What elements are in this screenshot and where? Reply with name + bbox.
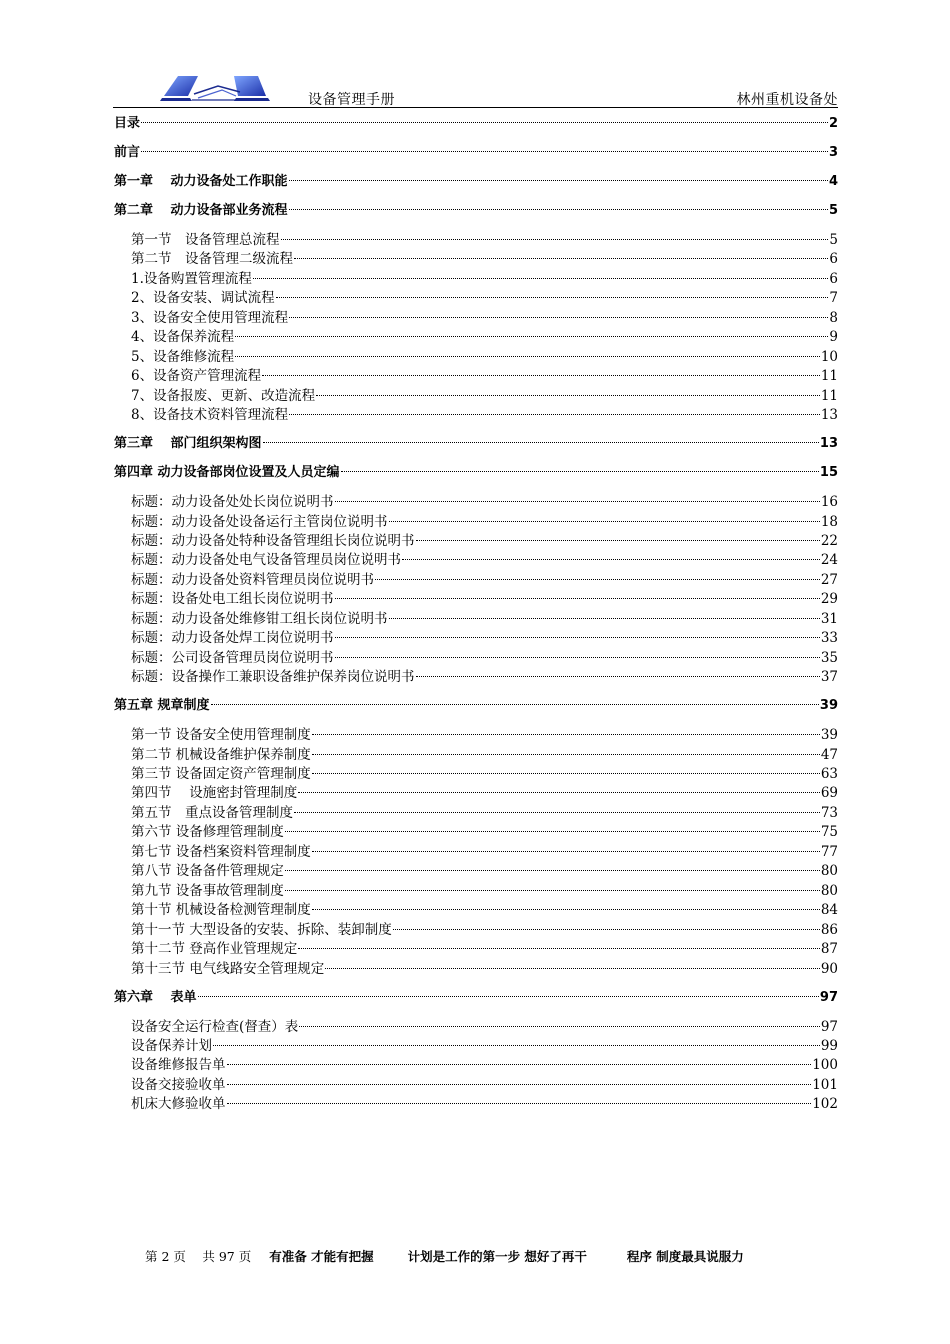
- toc-entry-label: 设备维修报告单: [131, 1057, 226, 1074]
- toc-page-number: 90: [820, 960, 838, 977]
- toc-page-number: 97: [819, 989, 838, 1005]
- toc-dot-leader: [325, 968, 820, 969]
- toc-dot-leader: [235, 336, 828, 337]
- toc-dot-leader: [285, 831, 820, 832]
- toc-section-entry[interactable]: [114, 386, 838, 406]
- toc-entry-label: 第二节 设备管理二级流程: [131, 251, 293, 268]
- toc-dot-leader: [276, 297, 829, 298]
- toc-entry-label: 第七节 设备档案资料管理制度: [131, 843, 311, 860]
- toc-section-entry[interactable]: [114, 648, 838, 668]
- toc-section-entry[interactable]: [114, 550, 838, 570]
- toc-dot-leader: [289, 180, 828, 181]
- toc-section-entry[interactable]: [114, 269, 838, 289]
- toc-section-entry[interactable]: [114, 783, 838, 803]
- toc-page-number: 4: [828, 174, 838, 189]
- toc-page-number: 2: [828, 116, 838, 131]
- footer-slogan-2: 计划是工作的第一步 想好了再干: [407, 1249, 587, 1264]
- toc-chapter-entry[interactable]: [114, 201, 838, 221]
- toc-dot-leader: [335, 657, 820, 658]
- toc-chapter-entry[interactable]: [114, 463, 838, 483]
- toc-page-number: 33: [820, 630, 838, 647]
- toc-dot-leader: [263, 442, 819, 443]
- toc-entry-label: 标题：动力设备处设备运行主管岗位说明书: [131, 513, 388, 530]
- toc-page-number: 29: [820, 591, 838, 608]
- toc-section-entry[interactable]: [114, 288, 838, 308]
- toc-page-number: 99: [820, 1037, 838, 1054]
- toc-page-number: 63: [820, 766, 838, 782]
- toc-dot-leader: [312, 851, 820, 852]
- toc-page-number: 31: [820, 610, 838, 627]
- toc-entry-label: 设备交接验收单: [131, 1076, 226, 1093]
- toc-page-number: 13: [820, 407, 838, 424]
- toc-section-entry[interactable]: [114, 861, 838, 881]
- toc-dot-leader: [227, 1084, 812, 1085]
- toc-entry-label: 第一节 设备安全使用管理制度: [131, 727, 311, 744]
- toc-page-number: 69: [820, 785, 838, 802]
- toc-page-number: 6: [829, 270, 838, 287]
- toc-section-entry[interactable]: [114, 308, 838, 328]
- toc-chapter-entry[interactable]: [114, 114, 838, 134]
- toc-entry-label: 前言: [114, 145, 141, 160]
- toc-entry-label: 目录: [114, 116, 141, 131]
- toc-page-number: 11: [820, 368, 838, 385]
- toc-dot-leader: [294, 812, 820, 813]
- toc-dot-leader: [402, 559, 820, 560]
- toc-entry-label: 第十节 机械设备检测管理制度: [131, 902, 311, 919]
- toc-section-entry[interactable]: [114, 1055, 838, 1075]
- toc-section-entry[interactable]: [114, 725, 838, 745]
- toc-page-number: 13: [819, 436, 838, 452]
- toc-entry-label: 标题：动力设备处资料管理员岗位说明书: [131, 571, 374, 588]
- toc-entry-label: 4、设备保养流程: [131, 329, 235, 346]
- page-header: [113, 72, 838, 108]
- toc-section-entry[interactable]: [114, 803, 838, 823]
- toc-page-number: 5: [829, 232, 838, 248]
- toc-section-entry[interactable]: [114, 405, 838, 425]
- toc-dot-leader: [416, 540, 820, 541]
- toc-page-number: 8: [829, 309, 838, 326]
- toc-section-entry[interactable]: [114, 327, 838, 347]
- toc-dot-leader: [335, 598, 820, 599]
- toc-page-number: 39: [819, 698, 838, 714]
- toc-entry-label: 7、设备报废、更新、改造流程: [131, 387, 316, 404]
- toc-entry-label: 标题：动力设备处焊工岗位说明书: [131, 630, 334, 647]
- toc-section-entry[interactable]: [114, 492, 838, 512]
- toc-entry-label: 第五章 规章制度: [114, 698, 210, 714]
- toc-entry-label: 标题：动力设备处特种设备管理组长岗位说明书: [131, 532, 415, 549]
- toc-dot-leader: [389, 618, 820, 619]
- toc-page-number: 39: [820, 727, 838, 744]
- toc-section-entry[interactable]: [114, 512, 838, 532]
- toc-chapter-entry[interactable]: [114, 988, 838, 1008]
- toc-entry-label: 第五节 重点设备管理制度: [131, 804, 293, 821]
- toc-dot-leader: [341, 471, 819, 472]
- toc-entry-label: 3、设备安全使用管理流程: [131, 309, 289, 326]
- toc-entry-label: 设备安全运行检查(督查）表: [131, 1018, 299, 1035]
- footer-slogan-3: 程序 制度最具说服力: [626, 1249, 744, 1264]
- toc-section-entry[interactable]: [114, 589, 838, 609]
- toc-section-entry[interactable]: [114, 1094, 838, 1114]
- toc-entry-label: 标题：设备操作工兼职设备维护保养岗位说明书: [131, 669, 415, 686]
- toc-entry-label: 第六章 表单: [114, 989, 197, 1005]
- toc-page-number: 97: [820, 1018, 838, 1035]
- toc-section-entry[interactable]: [114, 959, 838, 979]
- toc-dot-leader: [213, 1045, 820, 1046]
- toc-dot-leader: [227, 1103, 812, 1104]
- toc-dot-leader: [335, 637, 820, 638]
- toc-dot-leader: [393, 929, 820, 930]
- toc-entry-label: 第二章 动力设备部业务流程: [114, 203, 288, 218]
- toc-entry-label: 第四章 动力设备部岗位设置及人员定编: [114, 465, 340, 481]
- toc-entry-label: 第三章 部门组织架构图: [114, 436, 262, 452]
- toc-page-number: 9: [829, 329, 838, 346]
- toc-dot-leader: [285, 870, 820, 871]
- toc-chapter-entry[interactable]: [114, 434, 838, 454]
- toc-entry-label: 标题：动力设备处处长岗位说明书: [131, 494, 334, 511]
- toc-entry-label: 第六节 设备修理管理制度: [131, 824, 284, 841]
- toc-dot-leader: [281, 239, 829, 240]
- toc-dot-leader: [312, 909, 820, 910]
- toc-page-number: 35: [820, 649, 838, 666]
- toc-entry-label: 第十二节 登高作业管理规定: [131, 941, 298, 958]
- toc-dot-leader: [262, 375, 820, 376]
- toc-dot-leader: [289, 414, 820, 415]
- toc-entry-label: 第八节 设备备件管理规定: [131, 863, 284, 880]
- toc-dot-leader: [298, 792, 820, 793]
- toc-entry-label: 第二节 机械设备维护保养制度: [131, 746, 311, 763]
- toc-page-number: 86: [820, 921, 838, 938]
- toc-dot-leader: [299, 1026, 820, 1027]
- toc-entry-label: 标题：动力设备处电气设备管理员岗位说明书: [131, 552, 401, 569]
- toc-dot-leader: [198, 996, 819, 997]
- toc-section-entry[interactable]: [114, 764, 838, 784]
- toc-dot-leader: [312, 754, 820, 755]
- toc-page-number: 77: [820, 843, 838, 860]
- toc-page-number: 6: [829, 251, 838, 268]
- toc-page-number: 7: [829, 290, 838, 307]
- toc-entry-label: 标题：设备处电工组长岗位说明书: [131, 591, 334, 608]
- toc-dot-leader: [316, 395, 820, 396]
- toc-section-entry[interactable]: [114, 920, 838, 940]
- toc-section-entry[interactable]: [114, 1017, 838, 1037]
- toc-page-number: 10: [820, 348, 838, 365]
- toc-page-number: 84: [820, 902, 838, 919]
- toc-entry-label: 标题：动力设备处维修钳工组长岗位说明书: [131, 610, 388, 627]
- toc-page-number: 80: [820, 863, 838, 880]
- toc-section-entry[interactable]: [114, 1036, 838, 1056]
- toc-section-entry[interactable]: [114, 842, 838, 862]
- toc-page-number: 24: [820, 552, 838, 569]
- toc-dot-leader: [312, 773, 820, 774]
- toc-section-entry[interactable]: [114, 249, 838, 269]
- toc-entry-label: 第一节 设备管理总流程: [131, 232, 280, 248]
- toc-page-number: 101: [812, 1076, 838, 1093]
- toc-chapter-entry[interactable]: [114, 696, 838, 716]
- toc-dot-leader: [294, 258, 828, 259]
- toc-entry-label: 5、设备维修流程: [131, 348, 235, 365]
- toc-section-entry[interactable]: [114, 939, 838, 959]
- toc-dot-leader: [416, 676, 820, 677]
- toc-dot-leader: [335, 501, 820, 502]
- toc-entry-label: 2、设备安装、调试流程: [131, 290, 275, 307]
- toc-dot-leader: [141, 151, 828, 152]
- toc-page-number: 3: [828, 145, 838, 160]
- toc-dot-leader: [389, 521, 820, 522]
- footer-slogan-1: 有准备 才能有把握: [269, 1249, 374, 1264]
- toc-entry-label: 第十一节 大型设备的安装、拆除、装卸制度: [131, 921, 392, 938]
- toc-dot-leader: [289, 209, 828, 210]
- toc-page-number: 87: [820, 941, 838, 958]
- toc-page-number: 37: [820, 669, 838, 686]
- toc-dot-leader: [253, 278, 829, 279]
- toc-section-entry[interactable]: [114, 745, 838, 765]
- page-footer: [145, 1247, 845, 1265]
- toc-entry-label: 标题：公司设备管理员岗位说明书: [131, 649, 334, 666]
- toc-section-entry[interactable]: [114, 822, 838, 842]
- toc-dot-leader: [227, 1064, 812, 1065]
- toc-entry-label: 8、设备技术资料管理流程: [131, 407, 289, 424]
- toc-entry-label: 第四节 设施密封管理制度: [131, 785, 298, 802]
- toc-dot-leader: [141, 122, 828, 123]
- toc-chapter-entry[interactable]: [114, 172, 838, 192]
- toc-page-number: 75: [820, 824, 838, 841]
- toc-section-entry[interactable]: [114, 609, 838, 629]
- toc-section-entry[interactable]: [114, 531, 838, 551]
- toc-section-entry[interactable]: [114, 347, 838, 367]
- organization-name: 林州重机设备处: [736, 92, 838, 108]
- toc-page-number: 47: [820, 746, 838, 763]
- toc-chapter-entry[interactable]: [114, 143, 838, 163]
- toc-page-number: 5: [828, 203, 838, 218]
- toc-dot-leader: [235, 356, 820, 357]
- toc-page-number: 16: [820, 494, 838, 511]
- toc-section-entry[interactable]: [114, 230, 838, 250]
- toc-section-entry[interactable]: [114, 900, 838, 920]
- toc-entry-label: 第十三节 电气线路安全管理规定: [131, 960, 325, 977]
- toc-section-entry[interactable]: [114, 366, 838, 386]
- toc-page-number: 100: [812, 1057, 838, 1074]
- toc-dot-leader: [211, 704, 819, 705]
- page-number-info: 第 2 页 共 97 页: [145, 1249, 252, 1264]
- toc-entry-label: 6、设备资产管理流程: [131, 368, 262, 385]
- toc-entry-label: 机床大修验收单: [131, 1096, 226, 1113]
- toc-page-number: 22: [820, 532, 838, 549]
- toc-section-entry[interactable]: [114, 667, 838, 687]
- toc-page-number: 27: [820, 571, 838, 588]
- toc-page-number: 80: [820, 882, 838, 899]
- toc-dot-leader: [285, 890, 820, 891]
- toc-section-entry[interactable]: [114, 570, 838, 590]
- toc-dot-leader: [289, 317, 828, 318]
- toc-page-number: 18: [820, 513, 838, 530]
- toc-entry-label: 第一章 动力设备处工作职能: [114, 174, 288, 189]
- toc-section-entry[interactable]: [114, 1075, 838, 1095]
- toc-page-number: 11: [820, 387, 838, 404]
- toc-dot-leader: [298, 948, 820, 949]
- toc-page-number: 15: [819, 465, 838, 481]
- toc-page-number: 102: [812, 1096, 838, 1113]
- toc-entry-label: 设备保养计划: [131, 1037, 212, 1054]
- toc-dot-leader: [375, 579, 820, 580]
- toc-section-entry[interactable]: [114, 881, 838, 901]
- manual-title: 设备管理手册: [308, 92, 395, 108]
- toc-section-entry[interactable]: [114, 628, 838, 648]
- toc-entry-label: 第九节 设备事故管理制度: [131, 882, 284, 899]
- toc-entry-label: 第三节 设备固定资产管理制度: [131, 766, 311, 782]
- header-divider: [113, 107, 838, 108]
- toc-entry-label: 1.设备购置管理流程: [131, 270, 252, 287]
- company-logo-icon: [158, 72, 273, 102]
- toc-dot-leader: [312, 734, 820, 735]
- toc-page-number: 73: [820, 804, 838, 821]
